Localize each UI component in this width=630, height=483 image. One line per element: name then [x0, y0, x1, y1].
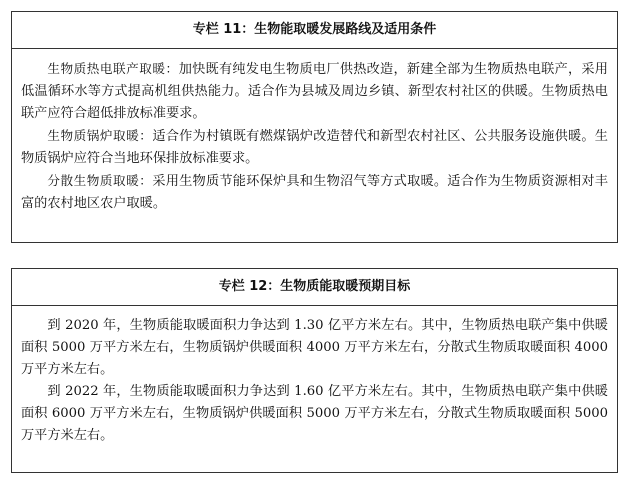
route-item-lead: 生物质热电联产取暖：: [47, 61, 179, 76]
column-box-11: [11, 11, 618, 243]
route-item-lead: 生物质锅炉取暖：: [47, 128, 153, 143]
route-item-distributed: [21, 170, 608, 215]
target-2020-paragraph: 到 2020 年，生物质能取暖面积力争达到 1.30 亿平方米左右。其中，生物质热电联产集中供暖面积 5000 万平方米左右，生物质锅炉供暖面积 4000 万平方米左右，分散式生物质取暖面积 4000 万平方米左右。: [21, 318, 608, 377]
column-body-12: [12, 306, 617, 447]
route-item-boiler: [21, 125, 608, 170]
target-2022-paragraph: 到 2022 年，生物质能取暖面积力争达到 1.60 亿平方米左右。其中，生物质热电联产集中供暖面积 6000 万平方米左右，生物质锅炉供暖面积 5000 万平方米左右，分散式生物质取暖面积 5000 万平方米左右。: [21, 384, 608, 443]
route-item-text: 加快既有纯发电生物质电厂供热改造，新建全部为生物质热电联产，采用低温循环水等方式提高机组供热能力。适合作为县城及周边乡镇、新型农村社区的供暖。生物质热电联产应符合超低排放标准要求。: [21, 62, 608, 121]
column-body-11: [12, 49, 617, 215]
route-item-text: 适合作为村镇既有燃煤锅炉改造替代和新型农村社区、公共服务设施供暖。生物质锅炉应符合当地环保排放标准要求。: [21, 129, 608, 166]
column-title-11: 专栏 11：生物能取暖发展路线及适用条件: [12, 12, 617, 49]
route-item-text: 采用生物质节能环保炉具和生物沼气等方式取暖。适合作为生物质资源相对丰富的农村地区农户取暖。: [21, 174, 608, 211]
column-title-12: 专栏 12：生物质能取暖预期目标: [12, 269, 617, 306]
route-item-chp: [21, 58, 608, 125]
route-item-lead: 分散生物质取暖：: [47, 173, 153, 188]
column-box-12: [11, 268, 618, 473]
